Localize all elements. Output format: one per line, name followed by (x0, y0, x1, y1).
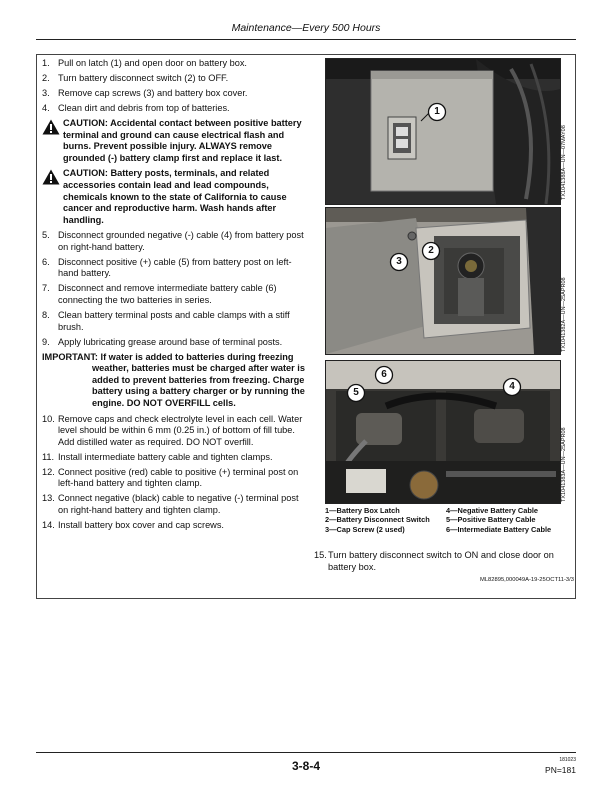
step-number: 10. (42, 413, 55, 424)
step-text: Clean dirt and debris from top of batteries. (58, 102, 230, 113)
step-text: Disconnect grounded negative (-) cable (4) from battery post on right-hand battery. (58, 230, 304, 252)
legend-item: 2—Battery Disconnect Switch (325, 515, 430, 525)
step-text: Apply lubricating grease around base of terminal posts. (58, 336, 283, 347)
legend-item: 5—Positive Battery Cable (446, 515, 536, 525)
step-text: Pull on latch (1) and open door on battery box. (58, 58, 247, 68)
step-item (42, 414, 310, 449)
step-item (42, 310, 310, 333)
step-item (42, 103, 310, 115)
legend-item: 4—Negative Battery Cable (446, 506, 539, 515)
step-number: 3. (42, 87, 50, 98)
step-number: 12. (42, 466, 55, 477)
step-number: 13. (42, 493, 55, 504)
step-text: Install battery box cover and cap screws. (58, 519, 224, 530)
caution-block (42, 118, 310, 164)
important-note: IMPORTANT: If water is added to batteries during freezing weather, batteries must be charged after water is added to prevent batteries from freezing. Charge battery using a battery charger or by running the engine. DO NOT OVERFILL cells. (42, 351, 305, 408)
step-number: 7. (42, 283, 50, 294)
step-item (42, 230, 310, 253)
step-text: Install intermediate battery cable and tighten clamps. (58, 451, 273, 462)
callout-6-label: 6 (381, 369, 387, 380)
step-item (42, 452, 310, 464)
step-number: 1. (42, 58, 50, 68)
pn-number: PN=181 (545, 765, 576, 775)
step-text: Disconnect positive (+) cable (5) from battery post on left-hand battery. (58, 256, 292, 279)
step-number: 14. (42, 519, 55, 530)
step-text: Disconnect and remove intermediate battery cable (6) connecting the two batteries in series. (58, 283, 277, 306)
step-number: 6. (42, 256, 50, 267)
step-text: Turn battery disconnect switch to ON and close door on battery box. (328, 550, 554, 572)
caution-block (42, 168, 310, 226)
step-number: 2. (42, 72, 50, 83)
header-divider (36, 39, 576, 40)
step-text: Remove cap screws (3) and battery box cover. (58, 87, 248, 98)
step-number: 9. (42, 336, 50, 347)
callout-3-label: 3 (396, 256, 402, 267)
page-header-title: Maintenance—Every 500 Hours (231, 22, 381, 34)
step-item (42, 88, 310, 100)
caution-text: CAUTION: Accidental contact between positive battery terminal and ground can cause electrical flash and burns. Prevent possible injury. ALWAYS remove grounded (-) battery clamp first and replace it last. (63, 117, 302, 163)
warning-triangle-icon (42, 118, 63, 164)
page-number: 3-8-4 (291, 759, 320, 773)
step-text: Connect negative (black) cable to negative (-) terminal post on right-hand battery and tighten clamp. (58, 493, 299, 515)
step-number: 11. (42, 451, 55, 462)
step-item (42, 493, 310, 516)
photo-battery-disconnect (325, 207, 561, 355)
callout-4-label: 4 (509, 381, 515, 392)
step-item (42, 337, 310, 349)
legend-item: 6—Intermediate Battery Cable (446, 524, 552, 534)
step-item (42, 520, 310, 532)
legend-item: 3—Cap Screw (2 used) (325, 524, 405, 534)
step-number: 5. (42, 230, 50, 241)
photo-code: TX1041388A—UN—07MAY08 (561, 125, 567, 200)
figure-legend (325, 506, 551, 534)
step-item (42, 283, 310, 306)
footer-divider (36, 752, 576, 753)
step-item (42, 467, 310, 490)
step-item (42, 58, 310, 70)
step-item (314, 550, 576, 573)
date-code: 181023 (559, 757, 576, 763)
warning-triangle-icon (42, 168, 63, 226)
legend-item: 1—Battery Box Latch (325, 506, 400, 515)
step-item (42, 73, 310, 85)
photo-battery-cables (325, 360, 561, 504)
step-number: 8. (42, 310, 50, 321)
step-item (42, 257, 310, 280)
step-text: Clean battery terminal posts and cable clamps with a stiff brush. (58, 310, 290, 332)
photo-battery-box-latch (325, 58, 561, 205)
step-text: Remove caps and check electrolyte level in each cell. Water level should be within 6 mm (0.25 in.) of bottom of fill tube. Add distilled water as required. DO NOT overfill. (58, 413, 303, 447)
callout-5-label: 5 (353, 387, 359, 398)
photo-code: TX1041382A—UN—25APR08 (561, 277, 567, 352)
callout-1-label: 1 (434, 106, 440, 117)
step-number: 15. (314, 550, 327, 560)
photo-code: TX1041383A—UN—25APR08 (561, 427, 567, 502)
step-text: Connect positive (red) cable to positive (+) terminal post on left-hand battery and tighten clamp. (58, 466, 299, 489)
callout-2-label: 2 (428, 245, 434, 256)
step-number: 4. (42, 102, 50, 113)
document-reference: ML82895,000049A-19-25OCT11-3/3 (480, 577, 574, 583)
procedure-column (42, 58, 310, 535)
caution-text: CAUTION: Battery posts, terminals, and related accessories contain lead and lead compounds, chemicals known to the state of California to cause cancer and reproductive harm. Wash hands after handling. (63, 168, 287, 225)
step-text: Turn battery disconnect switch (2) to OFF. (58, 72, 229, 83)
